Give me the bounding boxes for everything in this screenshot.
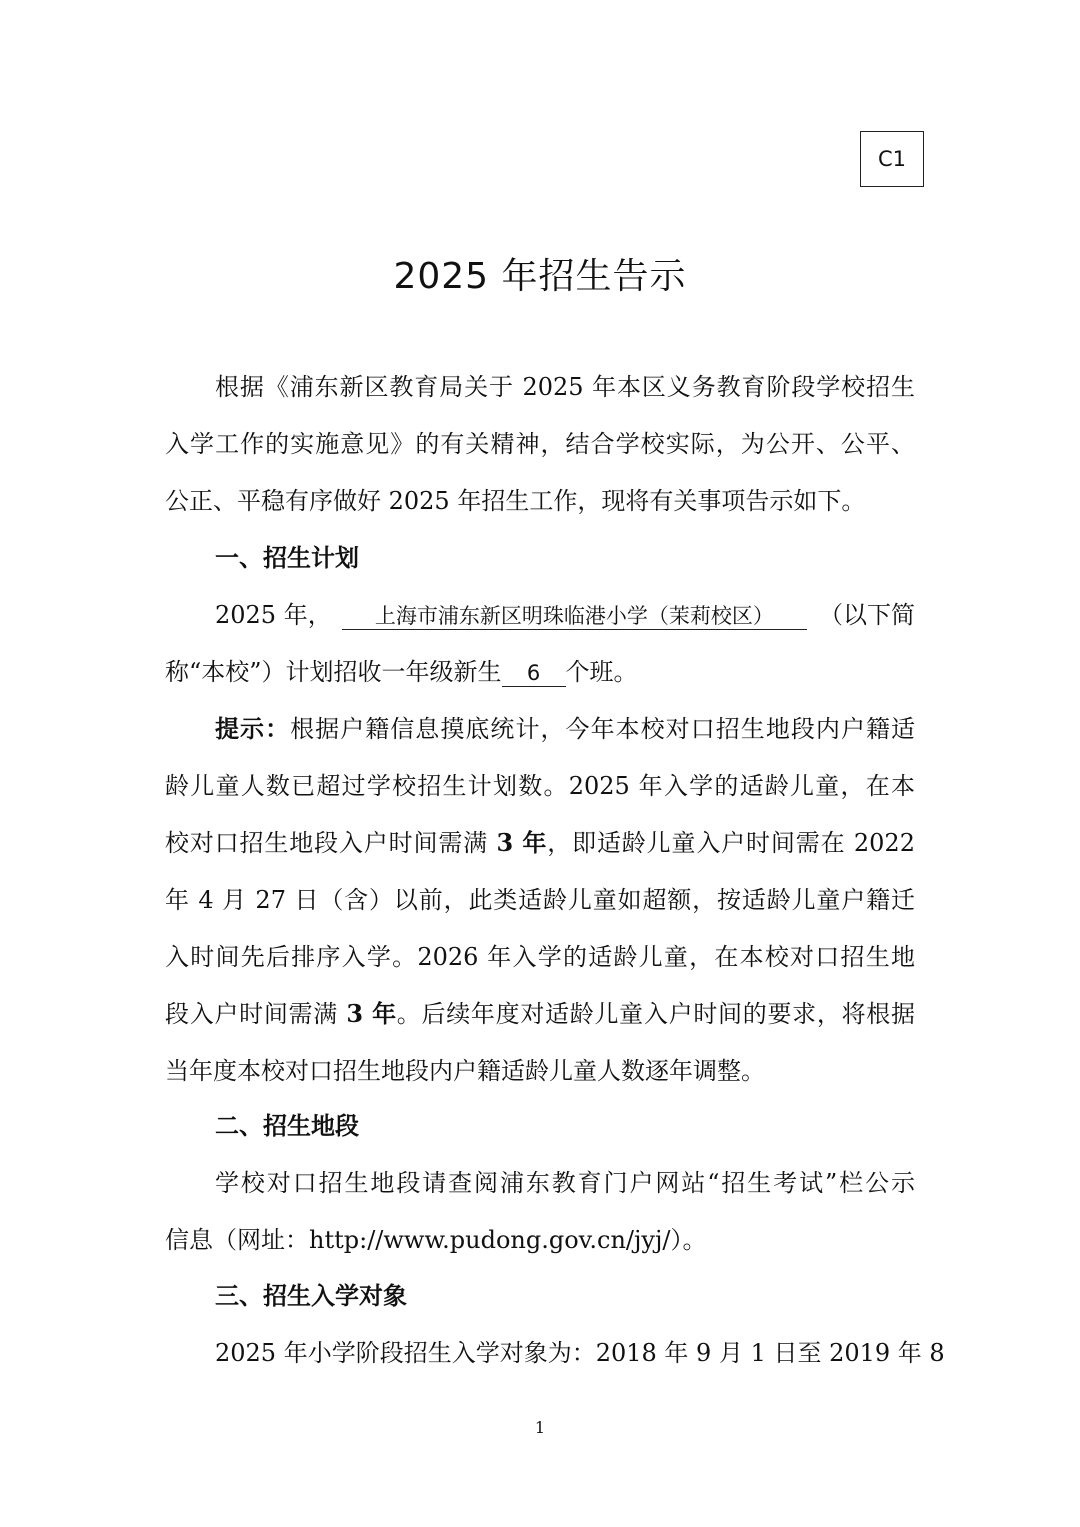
intro-line-1: 根据《浦东新区教育局关于 2025 年本区义务教育阶段学校招生 (215, 373, 915, 401)
tip-label: 提示： (215, 714, 291, 743)
section1-heading: 一、招生计划 (215, 544, 359, 572)
section3-heading: 三、招生入学对象 (215, 1282, 407, 1310)
section1-year-text: 2025 年， (215, 601, 332, 629)
tip-bold-3-years-2: 3 年 (346, 999, 397, 1028)
tip-line-1 (215, 714, 915, 744)
section1-plan-text: 称“本校”）计划招收一年级新生 (165, 658, 502, 686)
tip-text-6a: 段入户时间需满 (165, 1000, 347, 1028)
tip-line-5: 入时间先后排序入学。2026 年入学的适龄儿童，在本校对口招生地 (165, 943, 915, 971)
school-name-field: 上海市浦东新区明珠临港小学（茉莉校区） (342, 603, 807, 630)
tip-text-6b: 。后续年度对适龄儿童入户时间的要求，将根据 (396, 1000, 915, 1028)
tip-text-3b: ，即适龄儿童入户时间需在 2022 (547, 829, 915, 857)
section1-abbrev-text: （以下简 (819, 601, 915, 629)
tip-text-1: 根据户籍信息摸底统计，今年本校对口招生地段内户籍适 (290, 715, 916, 743)
section3-line-1: 2025 年小学阶段招生入学对象为：2018 年 9 月 1 日至 2019 年 8 (215, 1339, 945, 1367)
class-count-field: 6 (502, 660, 566, 687)
document-code-box: C1 (860, 131, 924, 187)
section2-heading: 二、招生地段 (215, 1112, 359, 1140)
tip-line-2: 龄儿童人数已超过学校招生计划数。2025 年入学的适龄儿童，在本 (165, 772, 915, 800)
tip-line-7: 当年度本校对口招生地段内户籍适龄儿童人数逐年调整。 (165, 1057, 765, 1085)
tip-line-4: 年 4 月 27 日（含）以前，此类适龄儿童如超额，按适龄儿童户籍迁 (165, 886, 915, 914)
tip-line-6 (165, 999, 915, 1029)
tip-bold-3-years: 3 年 (496, 828, 548, 857)
section1-line-1 (215, 600, 915, 630)
section2-line-1: 学校对口招生地段请查阅浦东教育门户网站“招生考试”栏公示 (215, 1169, 915, 1197)
section1-line-2 (165, 657, 915, 687)
tip-line-3 (165, 828, 915, 858)
intro-line-2: 入学工作的实施意见》的有关精神，结合学校实际，为公开、公平、 (165, 430, 915, 458)
section2-line-2: 信息（网址：http://www.pudong.gov.cn/jyj/）。 (165, 1226, 707, 1254)
page-number: 1 (534, 1418, 546, 1437)
section1-unit-text: 个班。 (565, 658, 638, 686)
document-title: 2025 年招生告示 (393, 256, 687, 297)
intro-line-3: 公正、平稳有序做好 2025 年招生工作，现将有关事项告示如下。 (165, 487, 866, 515)
tip-text-3a: 校对口招生地段入户时间需满 (165, 829, 497, 857)
